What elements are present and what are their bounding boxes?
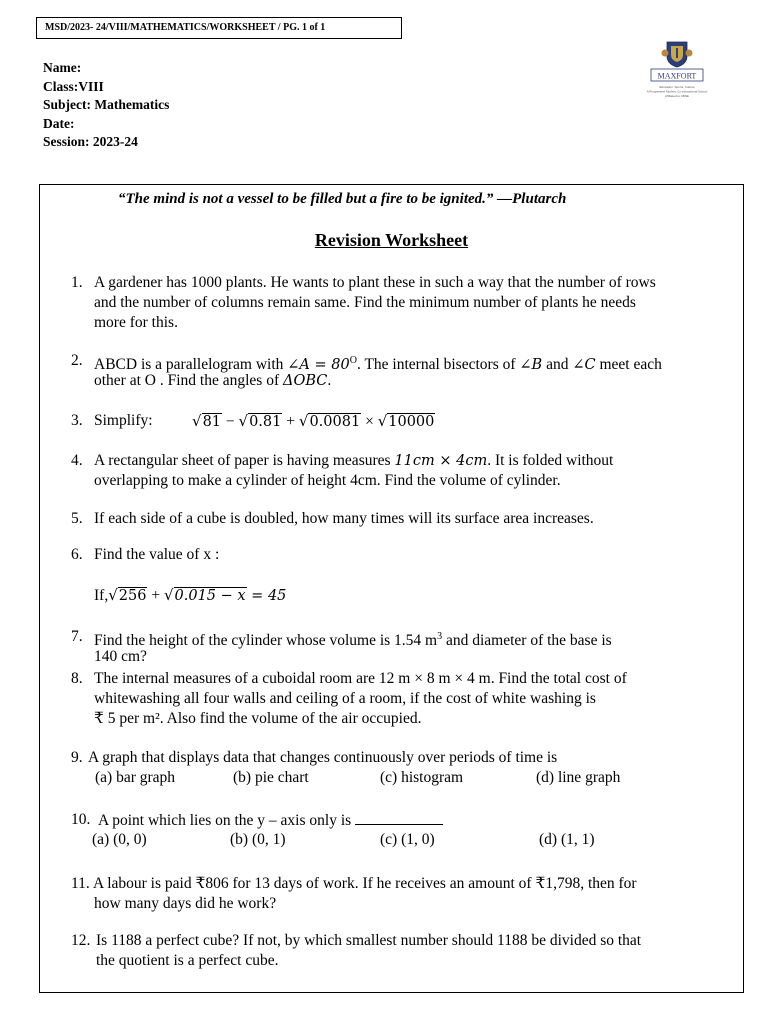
logo-line-3: Affiliated to CBSE (665, 94, 689, 98)
question-text-line: and the number of columns remain same. Find the minimum number of plants he needs (94, 294, 636, 311)
question-text-line: more for this. (94, 314, 178, 331)
question-text-line: If each side of a cube is doubled, how many times will its surface area increases. (94, 510, 594, 527)
worksheet-box (39, 184, 744, 993)
question-text-line: Is 1188 a perfect cube? If not, by which smallest number should 1188 be divided so that (96, 932, 642, 949)
question-text-line: other at O . Find the angles of ΔOBC. (94, 372, 332, 389)
date-label: Date: (43, 115, 75, 131)
question-number: 8. (71, 670, 83, 687)
question-text-line: overlapping to make a cylinder of height 4cm. Find the volume of cylinder. (94, 472, 561, 489)
option-b: (b) pie chart (233, 769, 309, 786)
question-number: 10. (71, 811, 91, 828)
question-text-line: ₹ 5 per m². Also find the volume of the air occupied. (94, 710, 422, 727)
question-text-line: Find the value of x : (94, 546, 220, 563)
class-label: Class:VIII (43, 78, 104, 94)
student-info (43, 59, 169, 152)
angle-expression: ∠A = 80 (287, 357, 350, 374)
question-text-line: The internal measures of a cuboidal room are 12 m × 8 m × 4 m. Find the total cost of (94, 670, 627, 687)
sheet-dimensions: 11cm × 4cm (394, 453, 488, 469)
question-text-line: A point which lies on the y – axis only is (98, 810, 443, 831)
question-text-line: Find the height of the cylinder whose volume is 1.54 $m^3$ and diameter of the base is (94, 631, 612, 650)
question-number: 3. (71, 412, 83, 429)
name-label: Name: (43, 60, 82, 75)
question-number: 2. (71, 352, 83, 369)
option-c: (c) (1, 0) (380, 831, 435, 848)
question-text-line: 140 cm? (94, 648, 147, 665)
worksheet-title: Revision Worksheet (314, 230, 469, 250)
angle-c: ∠C (572, 357, 596, 374)
question-text-line: how many days did he work? (94, 895, 277, 912)
question-text-line: A gardener has 1000 plants. He wants to plant these in such a way that the number of rows (94, 274, 656, 291)
school-logo (643, 40, 711, 102)
question-text-line: A rectangular sheet of paper is having measures 11cm × 4cm. It is folded without (94, 452, 614, 469)
logo-line-2: A Progressive Modern Co-educational School (646, 89, 708, 94)
crest-icon (662, 42, 693, 67)
option-b: (b) (0, 1) (230, 831, 286, 848)
question-label: Simplify: (94, 412, 153, 429)
question-text-line: the quotient is a perfect cube. (96, 952, 279, 969)
answer-blank (355, 810, 443, 825)
question-number: 5. (71, 510, 83, 527)
question-text-line: A labour is paid ₹806 for 13 days of work. If he receives an amount of ₹1,798, then for (93, 875, 637, 892)
question-text-line: A graph that displays data that changes continuously over periods of time is (88, 749, 558, 766)
quote: “The mind is not a vessel to be filled but a fire to be ignited.” —Plutarch (118, 191, 567, 207)
question-number: 12. (71, 932, 91, 949)
triangle-expression: ΔOBC (282, 373, 328, 389)
question-text-line: ABCD is a parallelogram with ∠A = $80^O$. The internal bisectors of ∠B and ∠C meet each (94, 355, 662, 374)
question-text-line: whitewashing all four walls and ceiling of a room, if the cost of white washing is (94, 690, 596, 707)
question-number: 11. (71, 875, 90, 892)
document-reference: MSD/2023- 24/VIII/MATHEMATICS/WORKSHEET / PG. 1 of 1 (36, 17, 402, 39)
logo-line-1: Education, Sports, Culture (659, 85, 695, 89)
question-number: 7. (71, 628, 83, 645)
option-d: (d) (1, 1) (539, 831, 595, 848)
angle-b: ∠B (519, 357, 543, 374)
option-d: (d) line graph (536, 769, 621, 786)
option-a: (a) (0, 0) (92, 831, 147, 848)
equation: If,√256 + √0.015 − x = 45 (94, 586, 287, 604)
subject-label: Subject: Mathematics (43, 97, 170, 112)
question-number: 1. (71, 274, 83, 291)
logo-name: MAXFORT (657, 71, 697, 81)
question-number: 4. (71, 452, 83, 469)
option-c: (c) histogram (380, 769, 464, 786)
question-number: 9. (71, 749, 83, 766)
option-a: (a) bar graph (95, 769, 176, 786)
session-label: Session: 2023-24 (43, 134, 138, 149)
question-number: 6. (71, 546, 83, 563)
simplify-expression: √81 − √0.81 + √0.0081 × √10000 (192, 412, 435, 430)
